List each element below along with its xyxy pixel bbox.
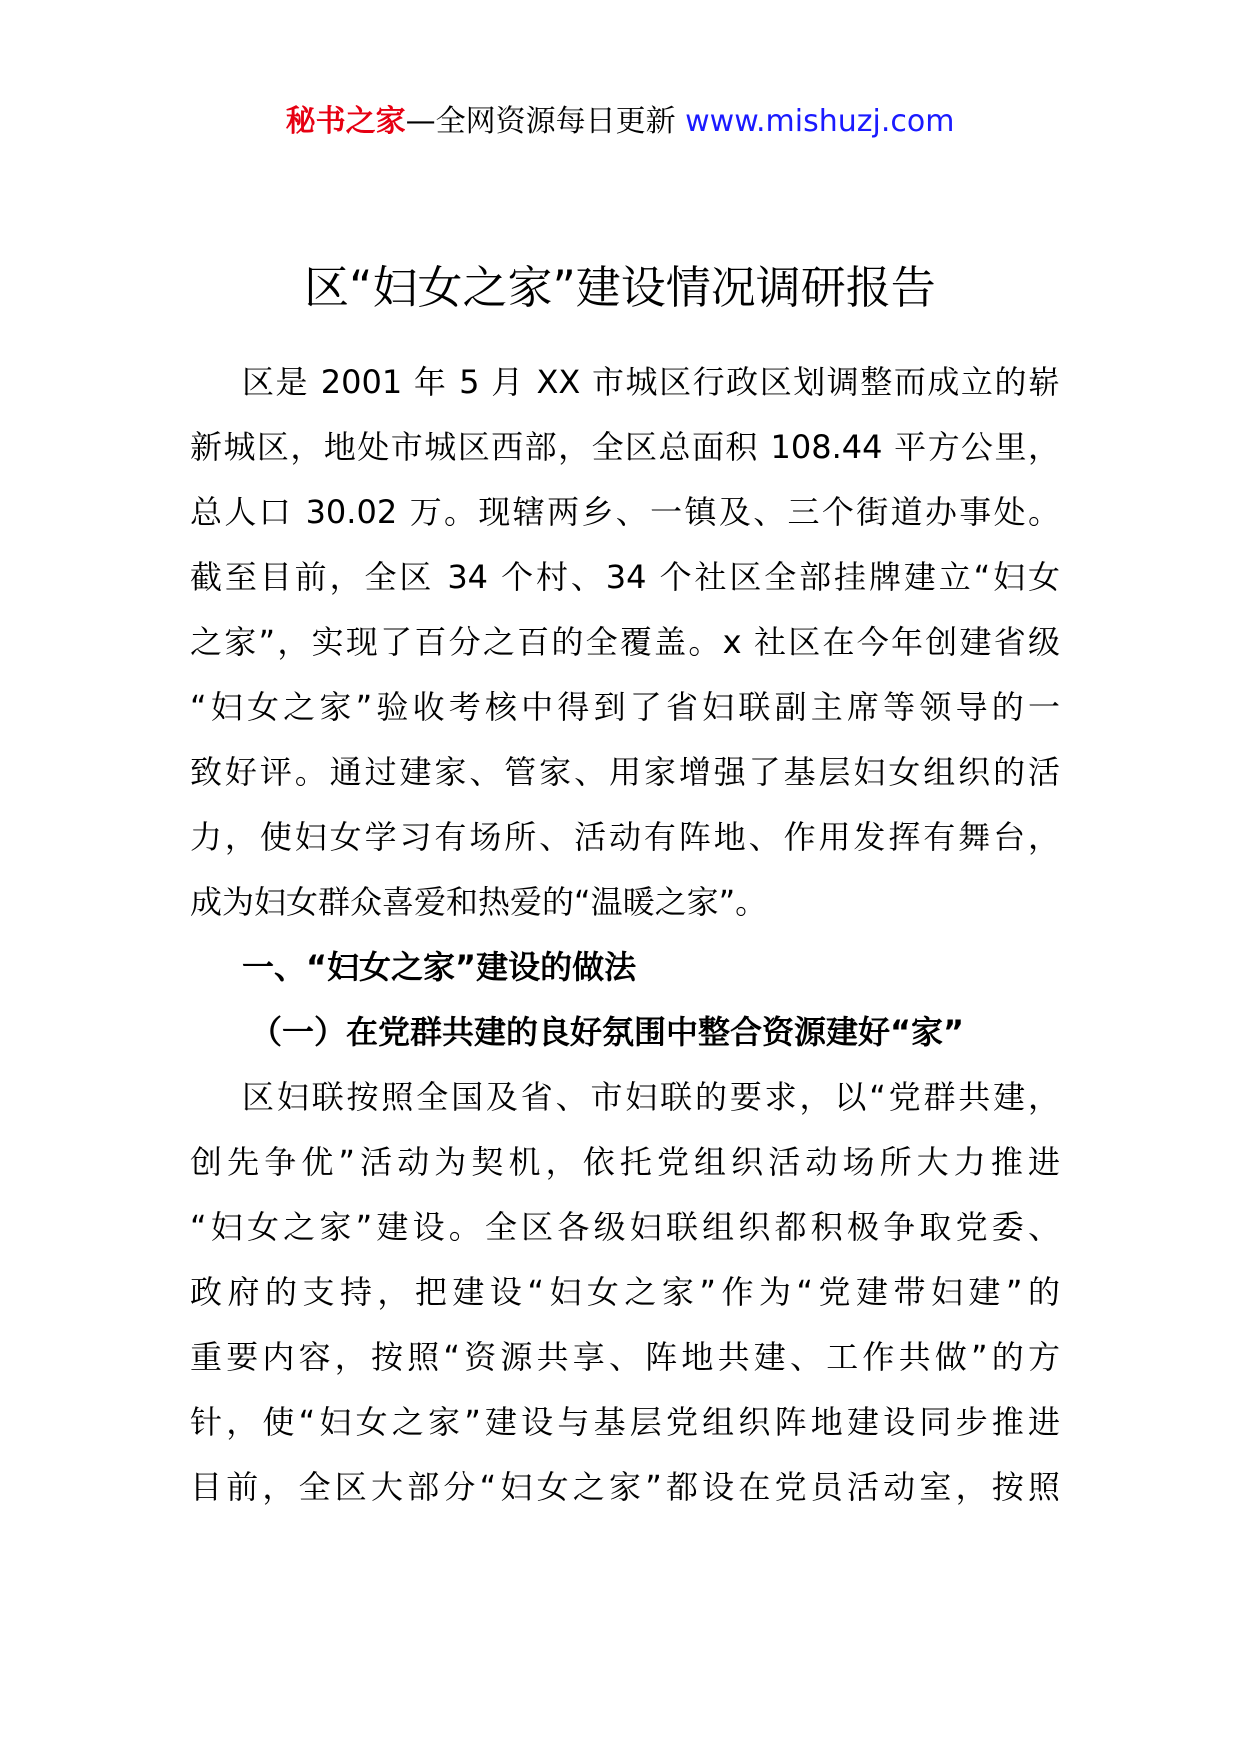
paragraph-1-line: 力，使妇女学习有场所、活动有阵地、作用发挥有舞台， xyxy=(190,818,1060,856)
paragraph-1-line: 成为妇女群众喜爱和热爱的“温暖之家”。 xyxy=(190,883,768,921)
paragraph-1-line: 截至目前，全区 34 个村、34 个社区全部挂牌建立“妇女 xyxy=(190,558,1060,596)
paragraph-2-line: “妇女之家”建设。全区各级妇联组织都积极争取党委、 xyxy=(190,1208,1060,1246)
section-heading: 一、“妇女之家”建设的做法 xyxy=(242,948,637,986)
paragraph-2-line: 目前，全区大部分“妇女之家”都设在党员活动室，按照 xyxy=(190,1468,1060,1506)
paragraph-2-line: 政府的支持，把建设“妇女之家”作为“党建带妇建”的 xyxy=(190,1273,1060,1311)
paragraph-1-line: 新城区，地处市城区西部，全区总面积 108.44 平方公里， xyxy=(190,428,1060,466)
paragraph-1-line: 区是 2001 年 5 月 XX 市城区行政区划调整而成立的崭 xyxy=(242,363,1060,401)
site-url[interactable]: www.mishuzj.com xyxy=(685,104,955,139)
document-body xyxy=(190,350,1060,1520)
paragraph-1-line: “妇女之家”验收考核中得到了省妇联副主席等领导的一 xyxy=(190,688,1060,726)
paragraph-2-line: 创先争优”活动为契机，依托党组织活动场所大力推进 xyxy=(190,1143,1060,1181)
site-brand: 秘书之家 xyxy=(285,104,406,139)
subsection-heading: （一）在党群共建的良好氛围中整合资源建好“家” xyxy=(250,1013,965,1051)
paragraph-1-line: 总人口 30.02 万。现辖两乡、一镇及、三个街道办事处。 xyxy=(190,493,1060,531)
paragraph-2-line: 针，使“妇女之家”建设与基层党组织阵地建设同步推进 xyxy=(190,1403,1060,1441)
paragraph-2-line: 重要内容，按照“资源共享、阵地共建、工作共做”的方 xyxy=(190,1338,1060,1376)
site-slogan: —全网资源每日更新 xyxy=(405,104,686,139)
paragraph-2-line: 区妇联按照全国及省、市妇联的要求，以“党群共建， xyxy=(242,1078,1060,1116)
site-header xyxy=(0,102,1240,142)
paragraph-1-line: 致好评。通过建家、管家、用家增强了基层妇女组织的活 xyxy=(190,753,1060,791)
document-title: 区“妇女之家”建设情况调研报告 xyxy=(304,261,936,314)
paragraph-1-line: 之家”，实现了百分之百的全覆盖。x 社区在今年创建省级 xyxy=(190,623,1060,661)
